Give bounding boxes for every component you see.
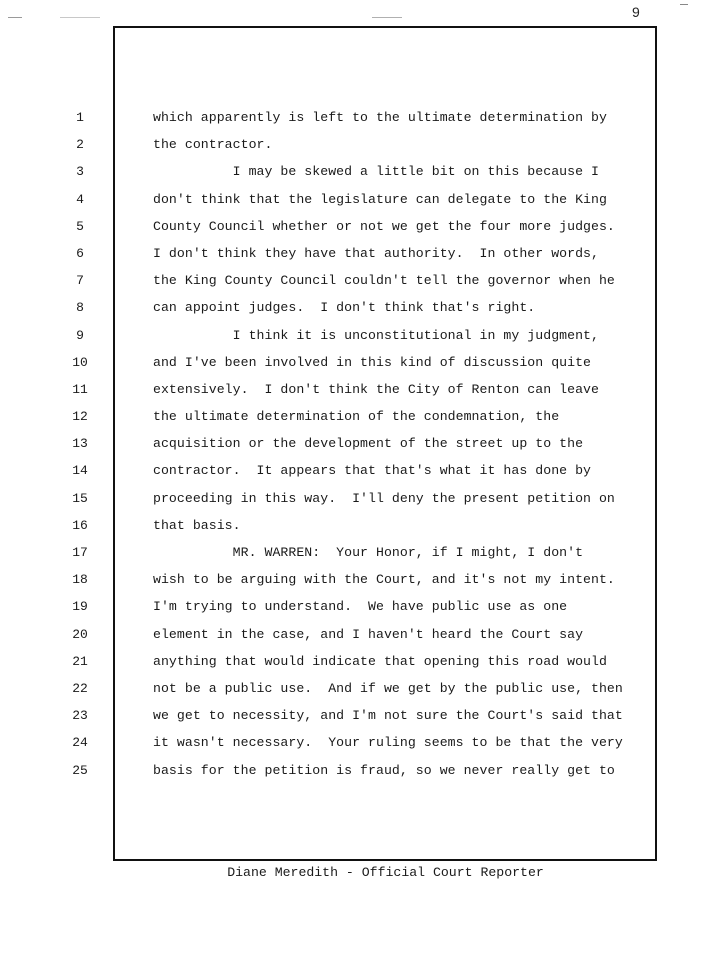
line-number: 25	[72, 762, 88, 778]
transcript-line: the contractor.	[153, 137, 273, 153]
line-number: 5	[76, 218, 84, 234]
transcript-line: and I've been involved in this kind of discussion quite	[153, 354, 592, 370]
line-number: 4	[76, 191, 84, 207]
transcript-line: we get to necessity, and I'm not sure the Court's said that	[153, 708, 623, 724]
line-number: 2	[76, 137, 84, 153]
transcript-line: I don't think they have that authority. In other words,	[153, 245, 599, 261]
line-number: 3	[76, 164, 84, 180]
line-number: 8	[76, 300, 84, 316]
line-number: 15	[72, 490, 88, 506]
transcript-line: the King County Council couldn't tell the governor when he	[153, 273, 615, 289]
transcript-line: I'm trying to understand. We have public use as one	[153, 599, 568, 615]
page-number: 9	[632, 4, 640, 20]
line-number-column	[62, 108, 98, 788]
line-number: 24	[72, 735, 88, 751]
transcript-line: MR. WARREN: Your Honor, if I might, I don't	[153, 545, 584, 560]
line-number: 21	[72, 653, 88, 669]
transcript-line: County Council whether or not we get the four more judges.	[153, 218, 615, 234]
transcript-line: not be a public use. And if we get by the public use, then	[153, 680, 623, 696]
transcript-line: anything that would indicate that opening this road would	[153, 653, 607, 669]
transcript-line: can appoint judges. I don't think that's right.	[153, 300, 536, 316]
transcript-line: I may be skewed a little bit on this because I	[153, 164, 599, 180]
line-number: 11	[72, 381, 88, 397]
transcript-line: element in the case, and I haven't heard the Court say	[153, 626, 584, 642]
scan-artifact	[372, 17, 402, 18]
line-number: 23	[72, 708, 88, 724]
line-number: 22	[72, 680, 88, 696]
transcript-line: it wasn't necessary. Your ruling seems to be that the very	[153, 735, 623, 751]
transcript-line: contractor. It appears that that's what it has done by	[153, 463, 592, 479]
line-number: 13	[72, 436, 88, 452]
line-number: 20	[72, 626, 88, 642]
transcript-line: basis for the petition is fraud, so we never really get to	[153, 762, 615, 778]
line-number: 12	[72, 409, 88, 425]
transcript-line: acquisition or the development of the street up to the	[153, 436, 584, 452]
transcript-body	[153, 108, 653, 788]
line-number: 9	[76, 327, 84, 343]
line-number: 6	[76, 245, 84, 261]
transcript-line: which apparently is left to the ultimate determination by	[153, 110, 607, 125]
line-number: 19	[72, 599, 88, 615]
transcript-line: that basis.	[153, 517, 241, 533]
scan-artifact	[8, 17, 22, 18]
line-number: 14	[72, 463, 88, 479]
page-footer: Diane Meredith - Official Court Reporter	[227, 865, 544, 880]
transcript-line: proceeding in this way. I'll deny the present petition on	[153, 490, 615, 506]
scan-artifact	[680, 4, 688, 5]
transcript-line: don't think that the legislature can delegate to the King	[153, 191, 607, 207]
transcript-line: extensively. I don't think the City of Renton can leave	[153, 381, 599, 397]
line-number: 18	[72, 572, 88, 588]
line-number: 1	[76, 110, 84, 125]
transcript-line: I think it is unconstitutional in my judgment,	[153, 327, 599, 343]
line-number: 16	[72, 517, 88, 533]
line-number: 10	[72, 354, 88, 370]
line-number: 17	[72, 545, 88, 560]
scan-artifact	[60, 17, 100, 18]
line-number: 7	[76, 273, 84, 289]
transcript-line: the ultimate determination of the condemnation, the	[153, 409, 560, 425]
transcript-line: wish to be arguing with the Court, and it's not my intent.	[153, 572, 615, 588]
